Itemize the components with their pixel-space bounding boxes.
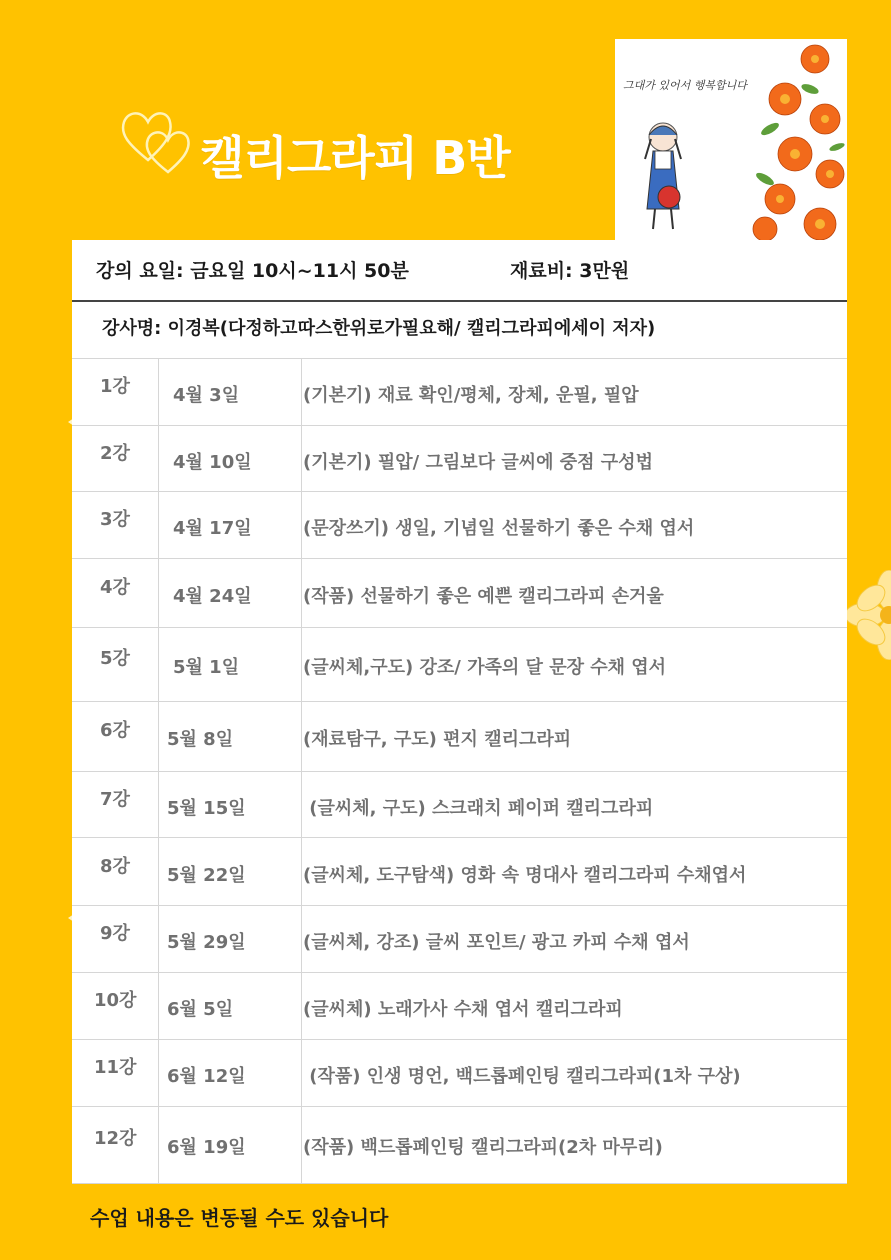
- table-row: [72, 772, 847, 838]
- lesson-description: (기본기) 필압/ 그림보다 글씨에 중점 구성법: [303, 452, 653, 473]
- instructor-info: 강사명: 이경복(다정하고따스한위로가필요해/ 캘리그라피에세이 저자): [102, 318, 656, 339]
- lesson-number: 12강: [94, 1128, 137, 1149]
- table-row: [72, 559, 847, 628]
- table-row: [72, 838, 847, 906]
- table-row: [72, 628, 847, 702]
- illustration-image: [615, 39, 847, 242]
- info-row: [72, 240, 847, 302]
- lesson-description: (작품) 백드롭페인팅 캘리그라피(2차 마무리): [303, 1137, 663, 1158]
- lesson-description: (작품) 인생 명언, 백드롭페인팅 캘리그라피(1차 구상): [303, 1066, 741, 1087]
- lesson-date: 5월 8일: [167, 729, 234, 750]
- table-row: [72, 426, 847, 492]
- table-row: [72, 1040, 847, 1107]
- lesson-date: 4월 3일: [173, 385, 240, 406]
- lesson-number: 2강: [100, 443, 130, 464]
- lesson-description: (글씨체) 노래가사 수채 엽서 캘리그라피: [303, 999, 623, 1020]
- table-row: [72, 1107, 847, 1184]
- flower-icon: [845, 570, 891, 660]
- table-row: [72, 702, 847, 772]
- lesson-number: 6강: [100, 720, 130, 741]
- table-row: [72, 358, 847, 426]
- lesson-number: 5강: [100, 648, 130, 669]
- schedule-info: 강의 요일: 금요일 10시~11시 50분: [96, 260, 409, 282]
- illustration-caption: 그대가 있어서 행복합니다: [623, 79, 747, 92]
- lesson-number: 11강: [94, 1057, 137, 1078]
- lesson-date: 5월 1일: [173, 657, 240, 678]
- lesson-date: 6월 19일: [167, 1137, 246, 1158]
- lesson-description: (재료탐구, 구도) 편지 캘리그라피: [303, 729, 572, 750]
- lesson-description: (작품) 선물하기 좋은 예쁜 캘리그라피 손거울: [303, 586, 664, 607]
- lesson-description: (문장쓰기) 생일, 기념일 선물하기 좋은 수채 엽서: [303, 518, 695, 539]
- lesson-date: 5월 15일: [167, 798, 246, 819]
- fee-info: 재료비: 3만원: [510, 260, 630, 282]
- footer-note: 수업 내용은 변동될 수도 있습니다: [90, 1206, 389, 1230]
- lesson-description: (글씨체, 강조) 글씨 포인트/ 광고 카피 수채 엽서: [303, 932, 690, 953]
- lesson-date: 6월 5일: [167, 999, 234, 1020]
- lesson-description: (글씨체,구도) 강조/ 가족의 달 문장 수채 엽서: [303, 657, 667, 678]
- page-title: 캘리그라피 B반: [200, 131, 510, 185]
- table-row: [72, 906, 847, 973]
- lesson-description: (기본기) 재료 확인/평체, 장체, 운필, 필압: [303, 385, 639, 406]
- lesson-date: 6월 12일: [167, 1066, 246, 1087]
- lesson-description: (글씨체, 도구탐색) 영화 속 명대사 캘리그라피 수채엽서: [303, 865, 747, 886]
- lesson-number: 1강: [100, 376, 130, 397]
- lesson-description: (글씨체, 구도) 스크래치 페이퍼 캘리그라피: [303, 798, 654, 819]
- hearts-icon: [118, 98, 208, 188]
- lesson-number: 8강: [100, 856, 130, 877]
- lesson-number: 4강: [100, 577, 130, 598]
- lesson-date: 4월 24일: [173, 586, 252, 607]
- lesson-number: 9강: [100, 923, 130, 944]
- table-row: [72, 492, 847, 559]
- schedule-card: [72, 240, 847, 1184]
- lesson-number: 10강: [94, 990, 137, 1011]
- lesson-date: 4월 10일: [173, 452, 252, 473]
- table-row: [72, 973, 847, 1040]
- lesson-date: 4월 17일: [173, 518, 252, 539]
- lesson-date: 5월 22일: [167, 865, 246, 886]
- lesson-number: 7강: [100, 789, 130, 810]
- instructor-row: [72, 302, 847, 359]
- lesson-date: 5월 29일: [167, 932, 246, 953]
- lesson-number: 3강: [100, 509, 130, 530]
